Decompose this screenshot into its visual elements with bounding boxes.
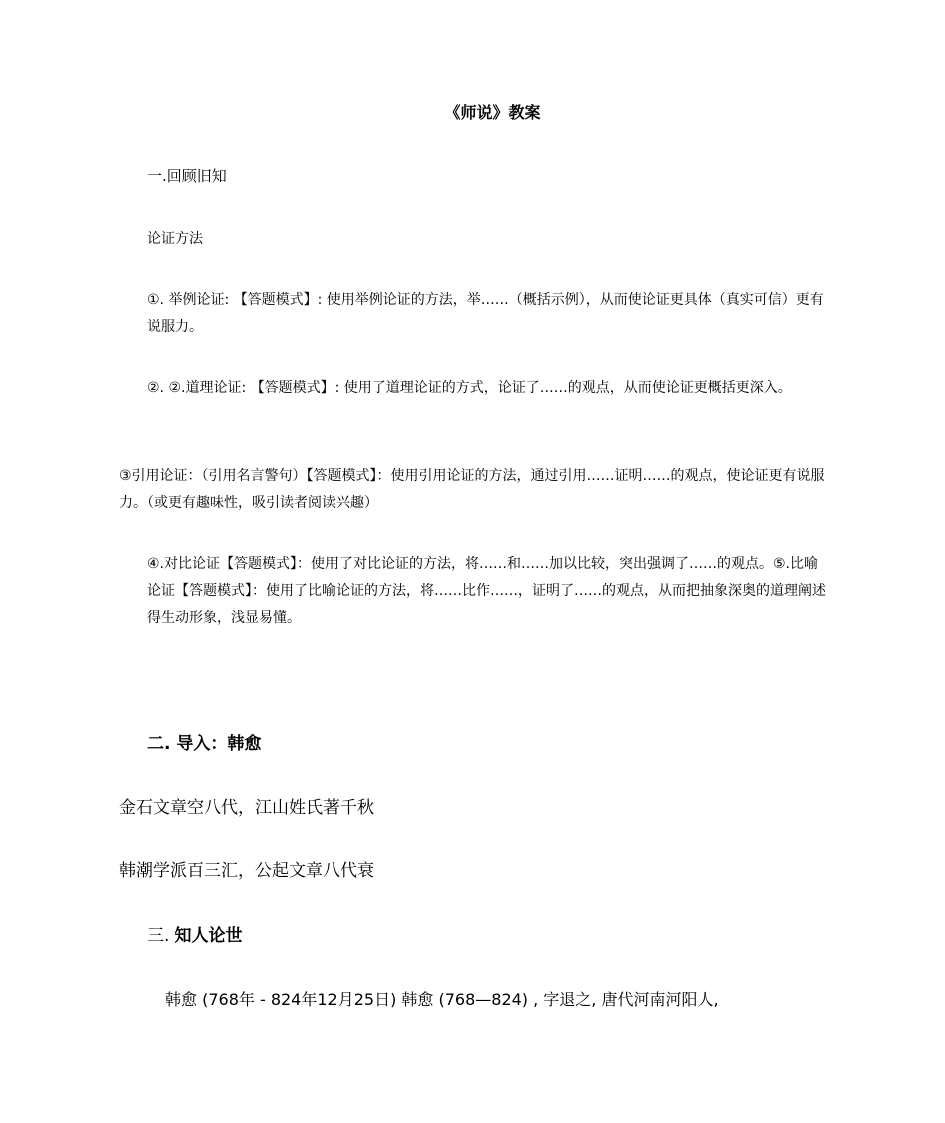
paragraph-contrast-metaphor-argument: ④.对比论证【答题模式】：使用了对比论证的方法，将……和……加以比较，突出强调了……的观点。⑤.比喻论证【答题模式】：使用了比喻论证的方法，将……比作……，证明了……的观点，从而把抽象深奥的道理阐述得生动形象，浅显易懂。 xyxy=(147,556,826,626)
couplet-line-1: 金石文章空八代，江山姓氏著千秋 xyxy=(119,798,374,818)
section-number: 三. xyxy=(147,926,170,946)
paragraph-example-argument: ①. 举例论证: 【答题模式】: 使用举例论证的方法，举……（概括示例），从而使论证更具体（真实可信）更有说服力。 xyxy=(147,292,824,335)
paragraph-quotation-argument: ③引用论证：（引用名言警句）【答题模式】：使用引用论证的方法，通过引用……证明……的观点，使论证更有说服力。（或更有趣味性，吸引读者阅读兴趣） xyxy=(119,468,825,511)
paragraph-reasoning-argument: ②. ②.道理论证: 【答题模式】: 使用了道理论证的方式，论证了……的观点，从而使论证更概括更深入。 xyxy=(147,380,792,396)
subheading-argument-methods: 论证方法 xyxy=(147,231,203,247)
biography-line: 韩愈 (768年 - 824年12月25日) 韩愈 (768—824) , 字退之, 唐代河南河阳人, xyxy=(165,990,719,1009)
section-title: 知人论世 xyxy=(174,926,243,946)
section-heading-background xyxy=(147,923,747,949)
document-title: 《师说》教案 xyxy=(444,103,541,122)
section-heading-introduction: 二. 导入：韩愈 xyxy=(147,734,262,754)
section-heading-review: 一.回顾旧知 xyxy=(147,167,227,185)
couplet-line-2: 韩潮学派百三汇，公起文章八代衰 xyxy=(119,861,374,881)
